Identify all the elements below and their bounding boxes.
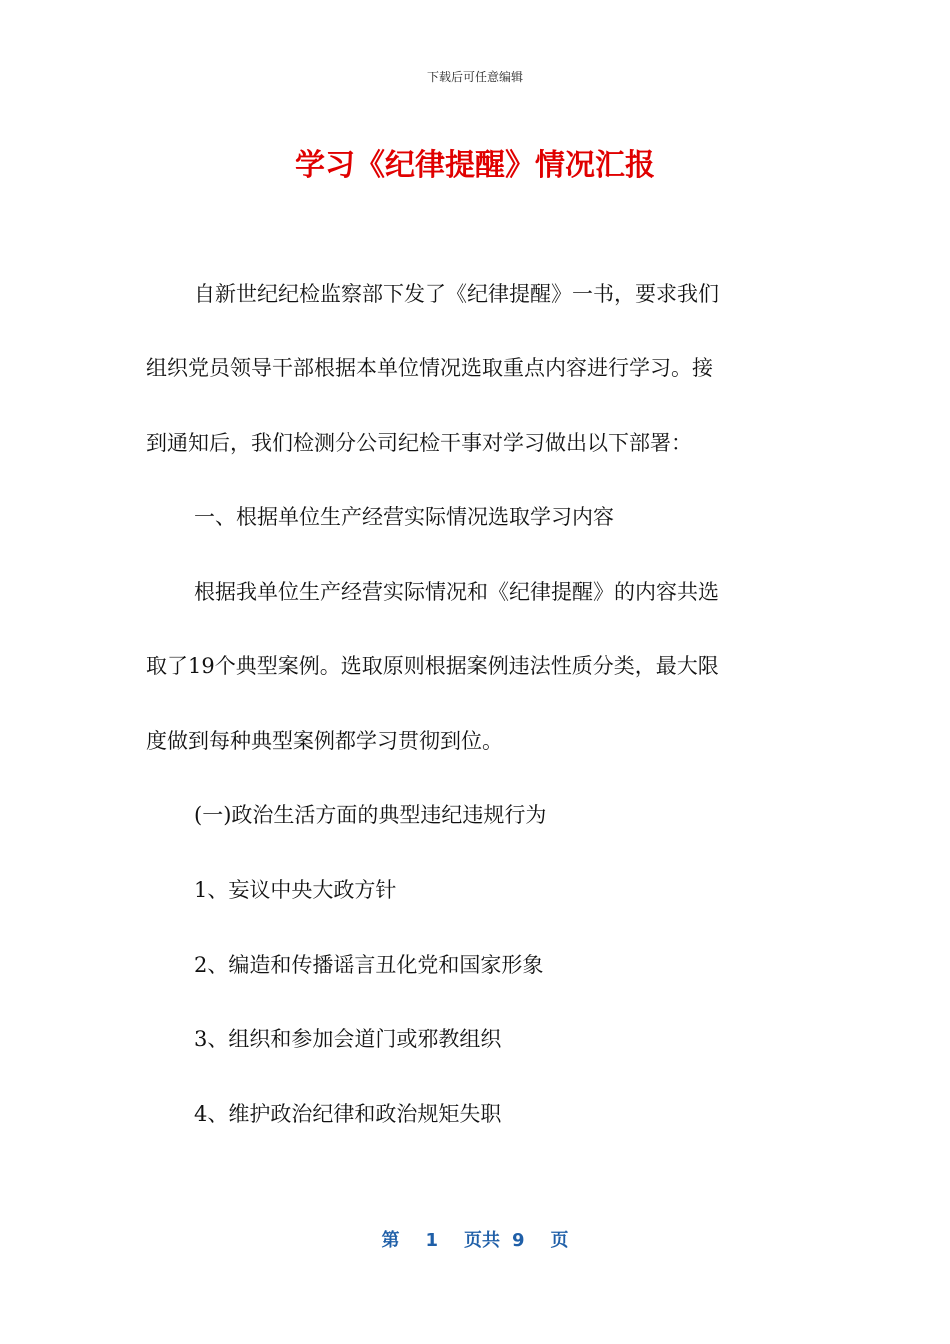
paragraph-line-2: 组织党员领导干部根据本单位情况选取重点内容进行学习。接	[146, 356, 713, 380]
document-title: 学习《纪律提醒》情况汇报	[295, 148, 655, 183]
list-item-3: 3、组织和参加会道门或邪教组织	[194, 1027, 502, 1051]
footer-total-pages: 9	[512, 1230, 525, 1251]
footer-suffix: 页	[550, 1230, 569, 1251]
list-item-4: 4、维护政治纪律和政治规矩失职	[194, 1102, 502, 1126]
paragraph-line-1: 自新世纪纪检监察部下发了《纪律提醒》一书，要求我们	[194, 282, 719, 306]
page-footer	[0, 1226, 950, 1252]
footer-middle: 页共	[464, 1230, 500, 1251]
list-item-1: 1、妄议中央大政方针	[194, 878, 397, 902]
section-heading-1: 一、根据单位生产经营实际情况选取学习内容	[194, 505, 614, 529]
list-item-2: 2、编造和传播谣言丑化党和国家形象	[194, 953, 544, 977]
subsection-heading-1: (一)政治生活方面的典型违纪违规行为	[194, 803, 547, 827]
footer-prefix: 第	[381, 1230, 400, 1251]
header-note: 下载后可任意编辑	[426, 70, 523, 84]
paragraph-line-6: 度做到每种典型案例都学习贯彻到位。	[146, 729, 503, 753]
paragraph-line-4: 根据我单位生产经营实际情况和《纪律提醒》的内容共选	[194, 580, 719, 604]
paragraph-line-3: 到通知后，我们检测分公司纪检干事对学习做出以下部署：	[146, 431, 692, 455]
paragraph-line-5: 取了19个典型案例。选取原则根据案例违法性质分类，最大限	[146, 654, 719, 678]
footer-page-number: 1	[425, 1230, 438, 1251]
